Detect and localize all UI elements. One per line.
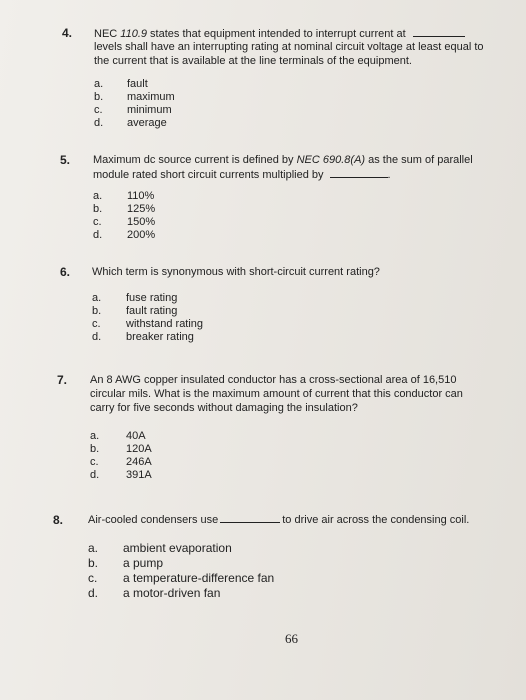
question-number: 4. — [62, 26, 73, 40]
answer-blank — [220, 512, 280, 523]
question-stem-line-1: An 8 AWG copper insulated conductor has a cross-sectional area of 16,510 — [90, 374, 457, 386]
question-number: 7. — [57, 373, 68, 387]
worksheet-page: 4. NEC 110.9 states that equipment intended to interrupt current at levels shall have an interrupting rating at nominal circuit voltage at least equal to the current that is available at the line terminals of the equipment. a. fault b. maximum c. minimum d. average 5. Maximum dc source current is defined by NEC 690.8(A) as the sum of parallel module rated short circuit currents multiplied by . a. 110% b. 125% c. 150% d. 200% 6. Which term is synonymous with short-circuit current rating? a. fuse rating b. fault rating c. withstand rating d. breaker rating 7. An 8 AWG copper insulated conductor has a cross-sectional area of 16,510 circular mils. What is the maximum amount of current that this conductor can carry for five seconds without damaging the insulation? a. 40A b. 120A c. 246A d. 391A 8. Air-cooled condensers use to drive air across the condensing coil. a. ambient evaporation b. a pump c. a temperature-difference fan d. a motor-driven fan 66 — [0, 0, 526, 700]
question-stem-line-1: NEC 110.9 states that equipment intended to interrupt current at — [94, 26, 494, 41]
question-stem-line-2: levels shall have an interrupting rating at nominal circuit voltage at least equal to — [94, 41, 484, 53]
answer-blank — [330, 167, 388, 178]
question-number: 8. — [53, 513, 64, 527]
question-stem-line-1: Air-cooled condensers use to drive air across the condensing coil. — [88, 514, 470, 526]
question-stem-line-3: the current that is available at the line terminals of the equipment. — [94, 55, 412, 67]
question-stem-line-1: Which term is synonymous with short-circuit current rating? — [92, 266, 380, 278]
question-number: 6. — [60, 265, 71, 279]
question-number: 5. — [60, 153, 71, 167]
question-stem-line-3: carry for five seconds without damaging the insulation? — [90, 402, 358, 414]
question-stem-line-2: module rated short circuit currents multiplied by . — [93, 169, 391, 181]
answer-blank — [413, 26, 465, 37]
question-stem-line-2: circular mils. What is the maximum amount of current that this conductor can — [90, 388, 463, 400]
page-number: 66 — [285, 631, 298, 646]
question-stem-line-1: Maximum dc source current is defined by NEC 690.8(A) as the sum of parallel — [93, 154, 473, 166]
